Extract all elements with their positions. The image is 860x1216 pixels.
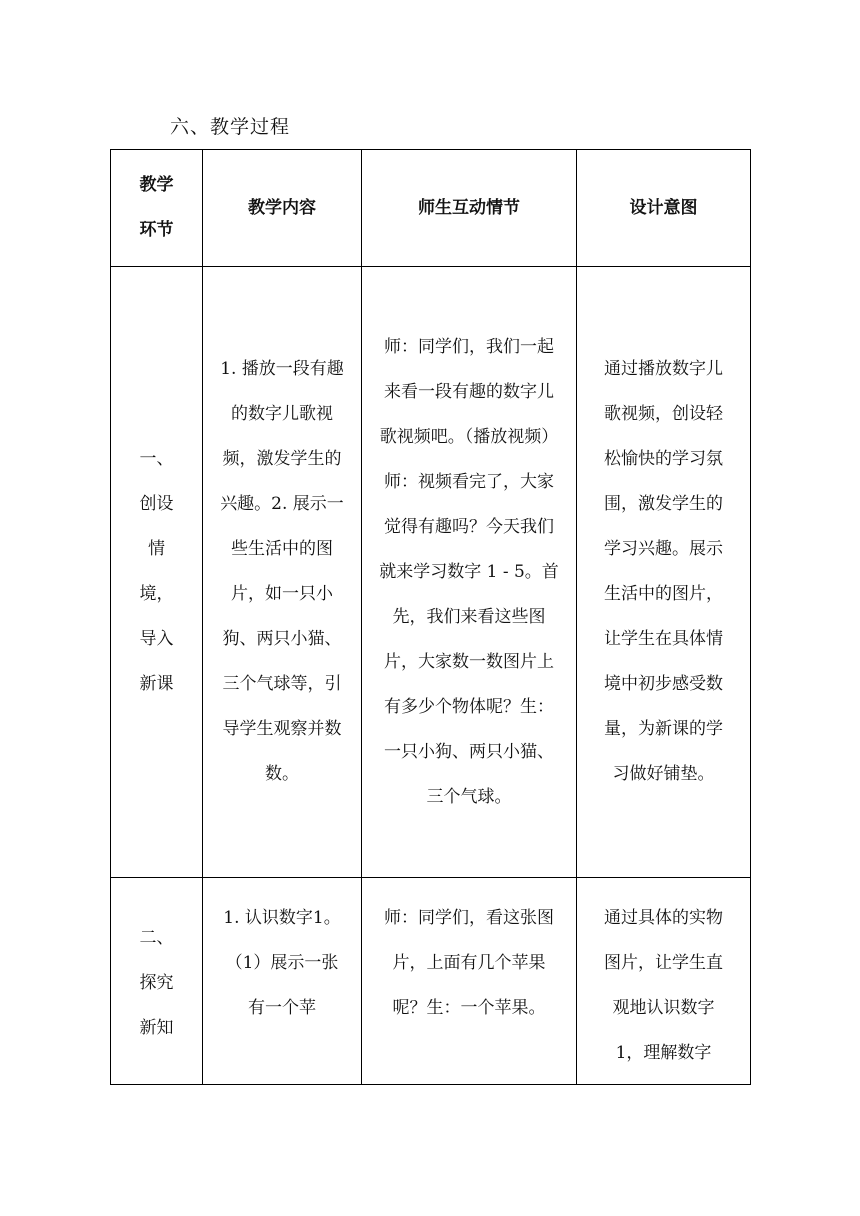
interaction-text: 师：同学们，我们一起来看一段有趣的数字儿歌视频吧。（播放视频）师：视频看完了，大家觉得有趣吗？今天我们就来学习数字 1 - 5。首先，我们来看这些图片，大家数一数图片上有多少个物体呢？生：一只小狗、两只小猫、三个气球。: [379, 336, 559, 807]
content-cell: [203, 267, 362, 878]
intent-cell: [577, 267, 751, 878]
interaction-cell: [362, 878, 577, 1085]
header-interaction: [362, 150, 577, 267]
intent-text: 通过播放数字儿歌视频，创设轻松愉快的学习氛围，激发学生的学习兴趣。展示生活中的图片，让学生在具体情境中初步感受数量，为新课的学习做好铺垫。: [604, 359, 723, 784]
stage-text: 一、创设情境，导入新课: [139, 449, 174, 694]
table-row: [111, 878, 751, 1085]
header-stage: [111, 150, 203, 267]
teaching-process-table: [110, 149, 751, 1085]
header-interaction-label: 师生互动情节: [418, 197, 520, 218]
content-text: 1. 播放一段有趣的数字儿歌视频，激发学生的兴趣。2. 展示一些生活中的图片，如一只小狗、两只小猫、三个气球等，引导学生观察并数数。: [220, 359, 344, 784]
header-content: [203, 150, 362, 267]
table-header-row: [111, 150, 751, 267]
content-cell: [203, 878, 362, 1085]
interaction-text: 师：同学们，看这张图片，上面有几个苹果呢？生：一个苹果。: [384, 908, 554, 1018]
header-content-label: 教学内容: [248, 197, 316, 218]
header-stage-label: 教学环节: [139, 175, 174, 240]
table-row: [111, 267, 751, 878]
intent-text: 通过具体的实物图片，让学生直观地认识数字 1，理解数字: [604, 908, 723, 1063]
header-intent-label: 设计意图: [629, 197, 698, 218]
content-text: 1. 认识数字1。（1）展示一张有一个苹: [223, 908, 341, 1018]
stage-cell: [111, 267, 203, 878]
section-title: 六、教学过程: [170, 116, 291, 138]
intent-cell: [577, 878, 751, 1085]
stage-cell: [111, 878, 203, 1085]
stage-text: 二、探究新知: [139, 928, 174, 1038]
interaction-cell: [362, 267, 577, 878]
header-intent: [577, 150, 751, 267]
